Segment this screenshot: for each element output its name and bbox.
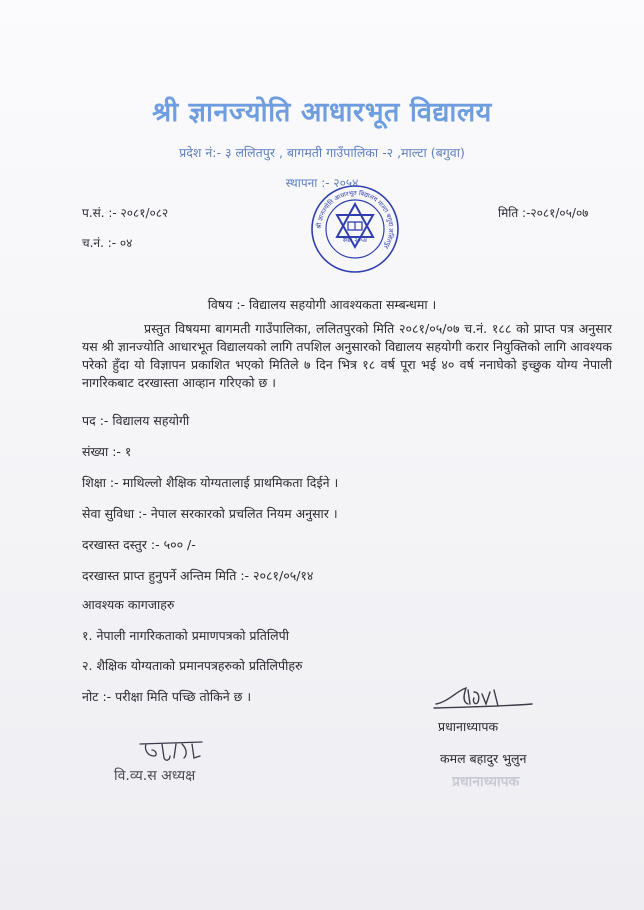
document-item: २. शैक्षिक योग्यताको प्रमानपत्रहरुको प्रतिलिपीहरु — [82, 658, 303, 673]
letter-subject: विषय :- विद्यालय सहयोगी आवश्यकता सम्बन्धमा । — [207, 297, 437, 312]
post-line: पद :- विद्यालय सहयोगी — [82, 413, 190, 428]
deadline-line: दरखास्त प्राप्त हुनुपर्ने अन्तिम मिति :- २०८१/०५/१४ — [82, 568, 314, 583]
note-line: नोट :- परीक्षा मिति पच्छि तोकिने छ । — [82, 689, 252, 704]
body-paragraph: प्रस्तुत विषयमा बागमती गाउँपालिका, ललितपुरको मिति २०८१/०५/०७ च.नं. १८८ को प्राप्त पत्र अनुसार यस श्री ज्ञानज्योति आधारभूत विद्यालयको लागि तपशिल अनुसारको विद्यालय सहयोगी करार नियुक्तिको लागि आवश्यक परेको हुँदा यो विज्ञापन प्रकाशित भएको मितिले ७ दिन भित्र १८ वर्ष पूरा भई ४० वर्ष ननाघेको इच्छुक योग्य नेपाली नागरिकबाट दरखास्ता आव्हान गरिएको छ । — [82, 321, 612, 390]
school-address: प्रदेश नं:- ३ ललितपुर , बागमती गाउँपालिका -२ ,माल्टा (बगुवा) — [179, 145, 465, 160]
documents-heading: आवश्यक कागजाहरु — [82, 597, 175, 612]
svg-text:श्री ज्ञानज्योति आधारभूत विद्य: श्री ज्ञानज्योति आधारभूत विद्यालय माल्टा बगुवा ललितपुर — [315, 189, 395, 250]
chair-title: वि.व्य.स अध्यक्ष — [114, 768, 196, 784]
svg-text:स्था: २०५४: स्था: २०५४ — [342, 237, 368, 244]
facilities-line: सेवा सुविधा :- नेपाल सरकारको प्रचलित नियम अनुसार । — [82, 506, 338, 521]
principal-stamp: प्रधानाध्यापक — [452, 774, 520, 790]
principal-name: कमल बहादुर भुलुन — [440, 751, 527, 766]
count-line: संख्या :- १ — [82, 444, 132, 459]
established-year: स्थापना :- २०५४ — [285, 176, 359, 190]
letter-date: मिति :-२०८१/०५/०७ — [498, 206, 589, 220]
fee-line: दरखास्त दस्तुर :- ५०० /- — [82, 537, 196, 552]
principal-signature-icon — [428, 680, 538, 716]
document-item: १. नेपाली नागरिकताको प्रमाणपत्रको प्रतिलिपी — [82, 628, 289, 643]
principal-title: प्रधानाध्यापक — [438, 719, 499, 734]
dispatch-number: च.नं. :- ०४ — [82, 236, 133, 250]
school-name: श्री ज्ञानज्योति आधारभूत विद्यालय — [152, 97, 492, 128]
education-line: शिक्षा :- माथिल्लो शैक्षिक योग्यतालाई प्राथमिकता दिईने । — [82, 475, 339, 490]
letter-number: प.सं. :- २०८१/०८२ — [82, 206, 169, 220]
school-seal-icon — [310, 184, 400, 274]
chair-signature-icon — [136, 736, 208, 764]
